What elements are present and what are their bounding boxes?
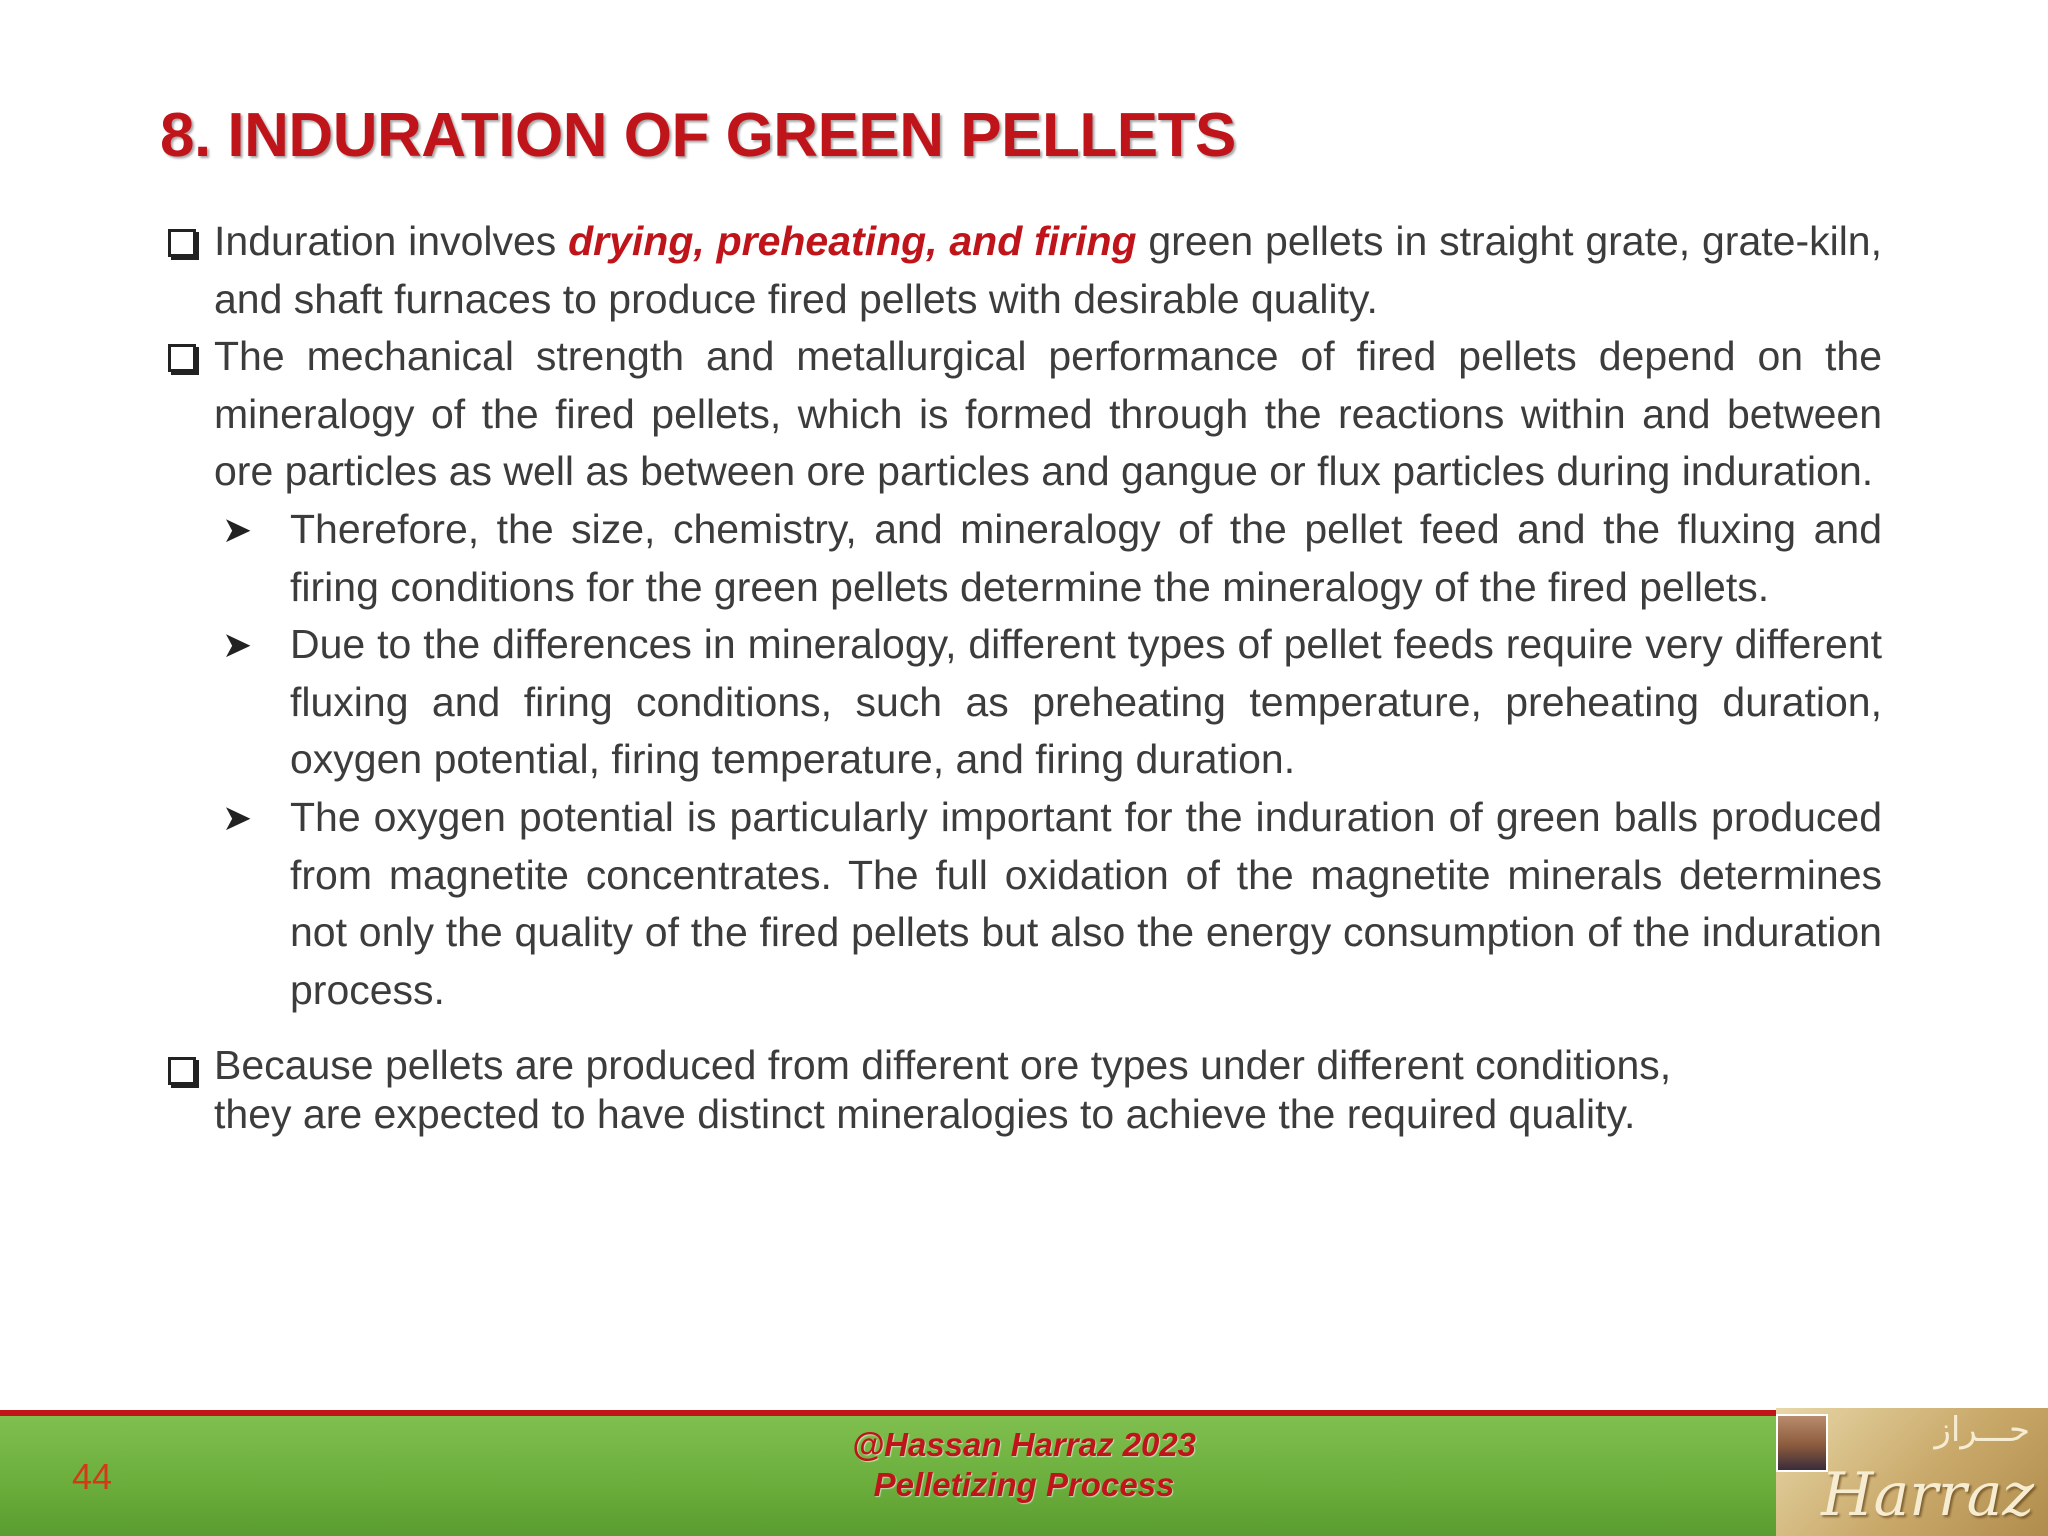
bullet-item-ore-types [162,1041,1882,1139]
sub-bullet-item [222,616,1882,789]
checkbox-bullet-icon [168,1057,196,1085]
sub-bullet-text: The oxygen potential is particularly important for the induration of green balls produced from magnetite concentrates. The full oxidation of the magnetite minerals determines not only the quality of the fired pellets but also the energy consumption of the induration process. [290,793,1882,1013]
checkbox-bullet-icon [168,344,196,372]
bullet-emphasis: drying, preheating, and firing [568,218,1137,264]
bullet-text-before: Induration involves [214,218,569,264]
footer-credit-topic: Pelletizing Process [873,1466,1175,1503]
sub-bullet-text: Therefore, the size, chemistry, and mineralogy of the pellet feed and the fluxing and firing conditions for the green pellets determine the mineralogy of the fired pellets. [290,505,1882,610]
bullet-text-line2: they are expected to have distinct mineralogies to achieve the required quality. [214,1091,1636,1138]
harraz-logo [1776,1408,2048,1536]
bullet-item-induration [162,213,1882,328]
bullet-text: The mechanical strength and metallurgical performance of fired pellets depend on the mineralogy of the fired pellets, which is formed through the reactions within and between ore particles as well as between ore particles and gangue or flux particles during induration. [214,333,1882,495]
bullet-text-after: green pellets in straight grate, grate-kiln, and shaft furnaces to produce fired pellets with desirable quality. [214,218,1883,322]
bullet-item-mechanical-strength [162,328,1882,501]
slide-body [162,213,1882,1139]
footer-credit-author: @Hassan Harraz 2023 [851,1426,1197,1463]
arrow-bullet-icon: ➤ [222,508,253,550]
arrow-bullet-icon: ➤ [222,796,253,838]
logo-text: Harraz [1821,1460,2034,1530]
sub-bullet-item [222,501,1882,616]
page-number: 44 [72,1456,113,1497]
slide-footer [0,1410,2048,1536]
sub-bullet-text: Due to the differences in mineralogy, different types of pellet feeds require very different fluxing and firing conditions, such as preheating temperature, preheating duration, oxygen potential, firing temperature, and firing duration. [290,621,1882,783]
bullet-text-line1: Because pellets are produced from different ore types under different conditions, [214,1042,1672,1089]
arrow-bullet-icon: ➤ [222,624,253,666]
sub-bullet-item [222,789,1882,1019]
checkbox-bullet-icon [168,229,196,257]
logo-arabic-text: حـــراز [1934,1410,2030,1450]
slide-title: 8. INDURATION OF GREEN PELLETS [160,101,1236,170]
